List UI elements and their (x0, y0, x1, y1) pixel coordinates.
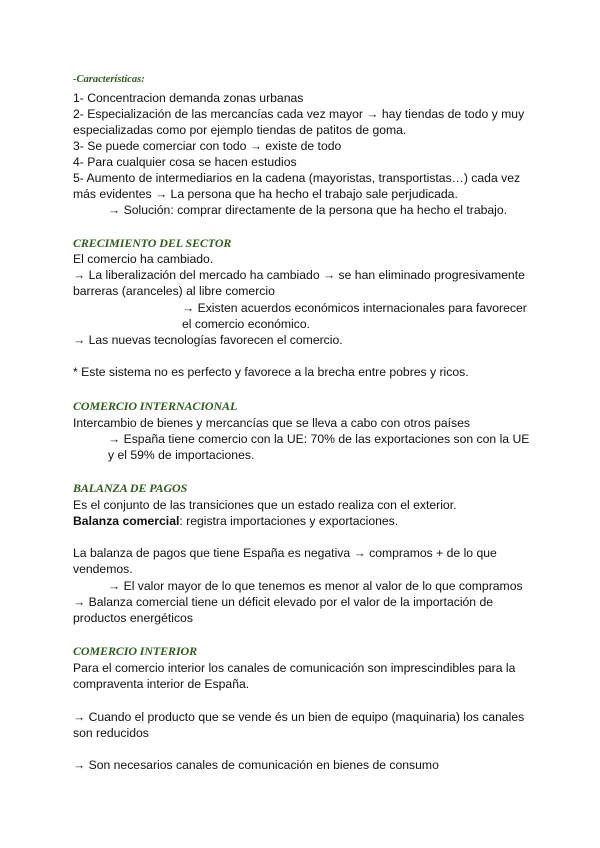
text-line: vendemos. (73, 562, 133, 576)
text-line: → Son necesarios canales de comunicación en bienes de consumo (73, 758, 439, 772)
text-line: Es el conjunto de las transiciones que un estado realiza con el exterior. (73, 498, 457, 512)
text-line: y el 59% de importaciones. (108, 448, 255, 462)
text-line: → El valor mayor de lo que tenemos es menor al valor de lo que compramos (108, 579, 523, 593)
text-line: compraventa interior de España. (73, 677, 250, 691)
text-line: barreras (aranceles) al libre comercio (73, 284, 275, 298)
section-heading-balanza: BALANZA DE PAGOS (73, 481, 188, 495)
text-line: 2- Especialización de las mercancías cada vez mayor → hay tiendas de todo y muy (73, 107, 525, 121)
text-line: La balanza de pagos que tiene España es negativa → compramos + de lo que (73, 546, 497, 560)
text-line: → España tiene comercio con la UE: 70% de las exportaciones son con la UE (108, 432, 530, 446)
section-heading-crecimiento: CRECIMIENTO DEL SECTOR (73, 236, 232, 250)
text-line: son reducidos (73, 726, 149, 740)
text-line: → Balanza comercial tiene un déficit elevado por el valor de la importación de (73, 595, 494, 609)
text-line: Intercambio de bienes y mercancías que se lleva a cabo con otros países (73, 416, 470, 430)
text-line: especializadas como por ejemplo tiendas de patitos de goma. (73, 123, 407, 137)
text-line: → Existen acuerdos económicos internacionales para favorecer (182, 301, 527, 315)
text-line: más evidentes → La persona que ha hecho el trabajo sale perjudicada. (73, 187, 458, 201)
text-line: productos energéticos (73, 611, 193, 625)
caracteristicas-heading (73, 72, 145, 88)
text-line: El comercio ha cambiado. (73, 252, 214, 266)
heading-prefix: - (73, 74, 77, 85)
text-line: → Solución: comprar directamente de la persona que ha hecho el trabajo. (108, 203, 508, 217)
section-heading-interior: COMERCIO INTERIOR (73, 644, 198, 658)
text-line: el comercio económico. (182, 317, 311, 331)
text-line: 5- Aumento de intermediarios en la cadena (mayoristas, transportistas…) cada vez (73, 171, 521, 185)
text-line: Para el comercio interior los canales de comunicación son imprescindibles para la (73, 661, 516, 675)
footnote-line: * Este sistema no es perfecto y favorece a la brecha entre pobres y ricos. (73, 365, 469, 379)
text-line: 1- Concentracion demanda zonas urbanas (73, 91, 304, 105)
section-heading-internacional: COMERCIO INTERNACIONAL (73, 399, 238, 413)
text-line: 3- Se puede comerciar con todo → existe de todo (73, 139, 342, 153)
heading-title: Características (76, 74, 142, 85)
heading-suffix: : (141, 74, 145, 85)
text-line: 4- Para cualquier cosa se hacen estudios (73, 155, 297, 169)
text-line: → Las nuevas tecnologías favorecen el comercio. (73, 333, 343, 347)
text-line: → La liberalización del mercado ha cambiado → se han eliminado progresivamente (73, 268, 525, 282)
text-line: → Cuando el producto que se vende és un bien de equipo (maquinaria) los canales (73, 710, 525, 724)
definition-line (73, 513, 398, 529)
definition-text: : registra importaciones y exportaciones. (179, 514, 399, 528)
bold-term: Balanza comercial (73, 514, 180, 528)
